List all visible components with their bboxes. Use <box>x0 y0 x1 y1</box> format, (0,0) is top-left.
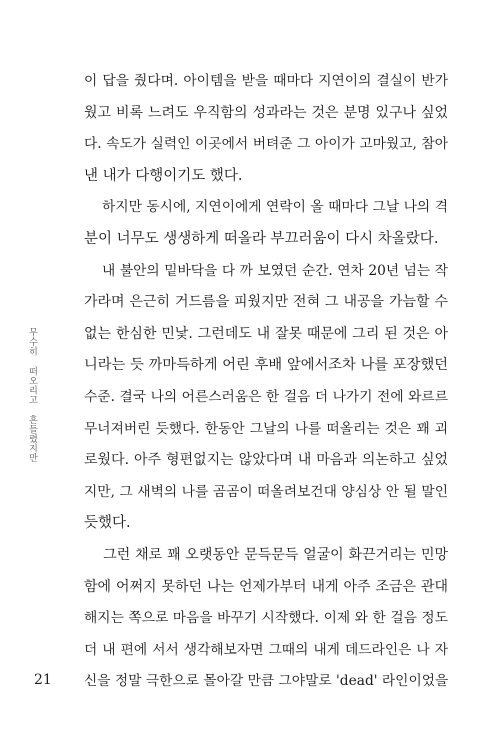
text-line: 지만, 그 새벽의 나를 곰곰이 떠올려보건대 양심상 안 될 말인 <box>84 483 448 500</box>
text-line: 다. 속도가 실력인 이곳에서 버텨준 그 아이가 고마웠고, 참아 <box>84 136 448 153</box>
text-line: 웠고 비록 느려도 우직함의 성과라는 것은 분명 있구나 싶었 <box>84 104 448 121</box>
text-line: 분이 너무도 생생하게 떠올라 부끄러움이 다시 차올랐다. <box>84 230 439 247</box>
text-line: 니라는 듯 까마득하게 어린 후배 앞에서조차 나를 포장했던 <box>84 357 448 374</box>
running-header: 무수히 떠오리고 흔들렸지만 <box>27 327 37 463</box>
text-line: 무너져버린 듯했다. 한동안 그날의 나를 떠올리는 것은 꽤 괴 <box>84 420 448 437</box>
text-line: 이 답을 줬다며. 아이템을 받을 때마다 지연이의 결실이 반가 <box>84 73 448 89</box>
text-line: 수준. 결국 나의 어른스러움은 한 걸음 더 나가기 전에 와르르 <box>84 388 448 405</box>
text-line: 없는 한심한 민낯. 그런데도 내 잘못 때문에 그리 된 것은 아 <box>84 325 448 342</box>
text-line: 그런 채로 꽤 오랫동안 문득문득 얼굴이 화끈거리는 민망 <box>84 546 448 563</box>
text-line: 내 불안의 밑바닥을 다 까 보였던 순간. 연차 20년 넘는 작 <box>84 262 448 279</box>
text-line: 낸 내가 다행이기도 했다. <box>84 167 243 184</box>
text-line: 가라며 은근히 거드름을 피웠지만 전혀 그 내공을 가늠할 수 <box>84 294 448 311</box>
page-number: 21 <box>34 672 52 688</box>
text-line: 함에 어쩌지 못하던 나는 언제가부터 내게 아주 조금은 관대 <box>84 578 448 595</box>
body-text <box>84 66 448 698</box>
text-line: 더 내 편에 서서 생각해보자면 그때의 내게 데드라인은 나 자 <box>84 641 448 658</box>
text-line: 듯했다. <box>84 515 131 532</box>
text-line: 하지만 동시에, 지연이에게 연락이 올 때마다 그날 나의 격 <box>84 199 448 216</box>
text-line: 로웠다. 아주 형편없지는 않았다며 내 마음과 의논하고 싶었 <box>84 452 448 469</box>
text-line: 신을 정말 극한으로 몰아갈 만큼 그야말로 'dead' 라인이었을 <box>84 673 448 690</box>
text-line: 해지는 쪽으로 마음을 바꾸기 시작했다. 이제 와 한 걸음 정도 <box>84 610 448 627</box>
